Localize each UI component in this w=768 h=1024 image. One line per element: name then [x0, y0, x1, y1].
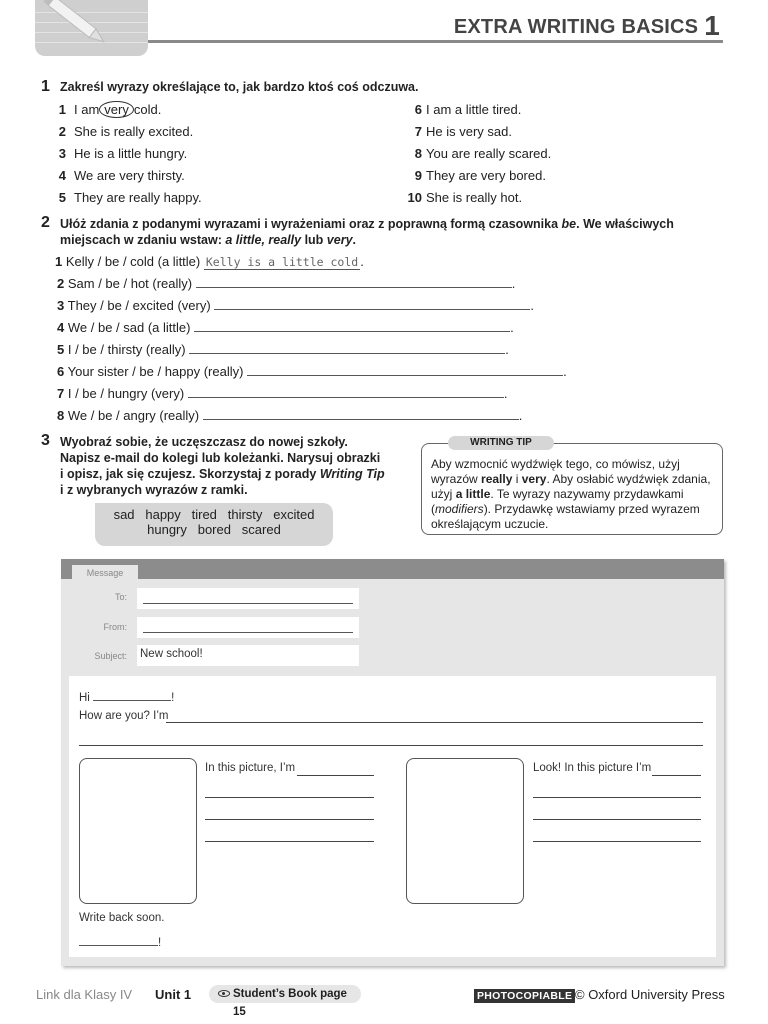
list-item: 3 He is a little hungry.	[58, 146, 188, 161]
exercise-1-example: 1 I am very cold.	[58, 102, 162, 117]
handwritten-answer: Kelly is a little cold	[205, 255, 359, 269]
write-line[interactable]	[297, 775, 374, 776]
answer-line[interactable]	[247, 361, 563, 376]
exercise-1-instruction: Zakreśl wyrazy określające to, jak bardzo ktoś coś odczuwa.	[60, 80, 419, 94]
list-item: 10 She is really hot.	[407, 190, 523, 205]
list-item: 8 You are really scared.	[414, 146, 552, 161]
picture-box-2[interactable]	[406, 758, 524, 904]
list-item: 2 She is really excited.	[58, 124, 194, 139]
exercise-2-item: 2 Sam / be / hot (really) .	[57, 273, 515, 295]
photocopiable-badge: PHOTOCOPIABLE	[474, 989, 575, 1003]
word-box: sad happy tired thirsty excited hungry bored scared	[95, 503, 333, 546]
email-title-bar	[61, 559, 724, 579]
write-line[interactable]	[79, 745, 703, 746]
write-line[interactable]	[205, 819, 374, 820]
write-line[interactable]	[166, 722, 703, 723]
answer-line[interactable]	[196, 273, 512, 288]
list-item: 7 He is very sad.	[414, 124, 512, 139]
answer-line[interactable]	[189, 339, 505, 354]
unit-label: Unit 1	[155, 987, 192, 1002]
answer-line[interactable]	[188, 383, 504, 398]
email-tab: Message	[72, 565, 138, 580]
greeting: Hi !	[79, 689, 174, 704]
write-line[interactable]	[533, 819, 701, 820]
from-field[interactable]	[137, 617, 359, 638]
exercise-3-number: 3	[41, 432, 50, 449]
exercise-2-item: 6 Your sister / be / happy (really) .	[57, 361, 567, 383]
write-line[interactable]	[652, 775, 701, 776]
write-line[interactable]	[205, 797, 374, 798]
write-back: Write back soon.	[79, 912, 165, 924]
picture-2-text: Look! In this picture I’m	[533, 762, 652, 774]
subject-field[interactable]: New school!	[137, 645, 359, 666]
exercise-2-instruction: Ułóż zdania z podanymi wyrazami i wyrażeniami oraz z poprawną formą czasownika be. We właściwych miejscach w zdaniu wstaw: a little, really lub very.	[60, 217, 674, 247]
name-line[interactable]	[93, 689, 171, 701]
circled-word: very	[99, 101, 134, 118]
exercise-1-left-list	[50, 121, 202, 209]
answer-line[interactable]	[203, 405, 519, 420]
picture-1-text: In this picture, I’m	[205, 762, 296, 774]
exercise-2-number: 2	[41, 214, 50, 231]
pencil-icon	[35, 0, 148, 56]
pencil-header-panel	[35, 0, 148, 56]
exercise-1-number: 1	[41, 78, 50, 95]
list-item: 5 They are really happy.	[58, 190, 202, 205]
answer-line[interactable]	[194, 317, 510, 332]
writing-tip-text: Aby wzmocnić wydźwięk tego, co mówisz, użyj wyrazów really i very. Aby osłabić wydźwięk zdania, użyj a little. Te wyrazy nazywamy przydawkami (modifiers). Przydawkę wstawiamy przed wyrazem określającym uczucie.	[431, 457, 711, 531]
to-field[interactable]	[137, 588, 359, 609]
list-item: 4 We are very thirsty.	[58, 168, 185, 183]
picture-box-1[interactable]	[79, 758, 197, 904]
exercise-2-item: 4 We / be / sad (a little) .	[57, 317, 514, 339]
students-book-ref: Student’s Book page 15	[209, 985, 361, 1003]
write-line[interactable]	[205, 841, 374, 842]
exercise-2-item: 7 I / be / hungry (very) .	[57, 383, 507, 405]
exercise-2-item: 3 They / be / excited (very) .	[57, 295, 534, 317]
page-title: EXTRA WRITING BASICS 1	[453, 10, 720, 41]
signature-line[interactable]	[79, 934, 158, 946]
exercise-2-item: 5 I / be / thirsty (really) .	[57, 339, 509, 361]
eye-icon	[218, 990, 230, 997]
exercise-2-example: 1 Kelly / be / cold (a little) Kelly is a little cold .	[55, 254, 364, 269]
publisher: © Oxford University Press	[575, 987, 725, 1002]
exercise-2-item: 8 We / be / angry (really) .	[57, 405, 522, 427]
how-are-you: How are you? I’m	[79, 710, 169, 722]
answer-line[interactable]	[214, 295, 530, 310]
list-item: 9 They are very bored.	[414, 168, 546, 183]
course-name: Link dla Klasy IV	[36, 987, 133, 1002]
to-label: To:	[114, 592, 127, 602]
from-label: From:	[103, 622, 127, 632]
write-line[interactable]	[533, 797, 701, 798]
signature: !	[79, 934, 161, 949]
list-item: 6 I am a little tired.	[414, 102, 522, 117]
writing-tip-label: WRITING TIP	[448, 436, 554, 450]
subject-label: Subject:	[94, 651, 127, 661]
exercise-3-instruction: Wyobraź sobie, że uczęszczasz do nowej szkoły. Napisz e-mail do kolegi lub koleżanki. Narysuj obrazki i opisz, jak się czujesz. Skorzystaj z porady Writing Tip i z wybranych wyrazów z ramki.	[60, 435, 385, 497]
write-line[interactable]	[533, 841, 701, 842]
exercise-1-right-list	[402, 99, 551, 209]
